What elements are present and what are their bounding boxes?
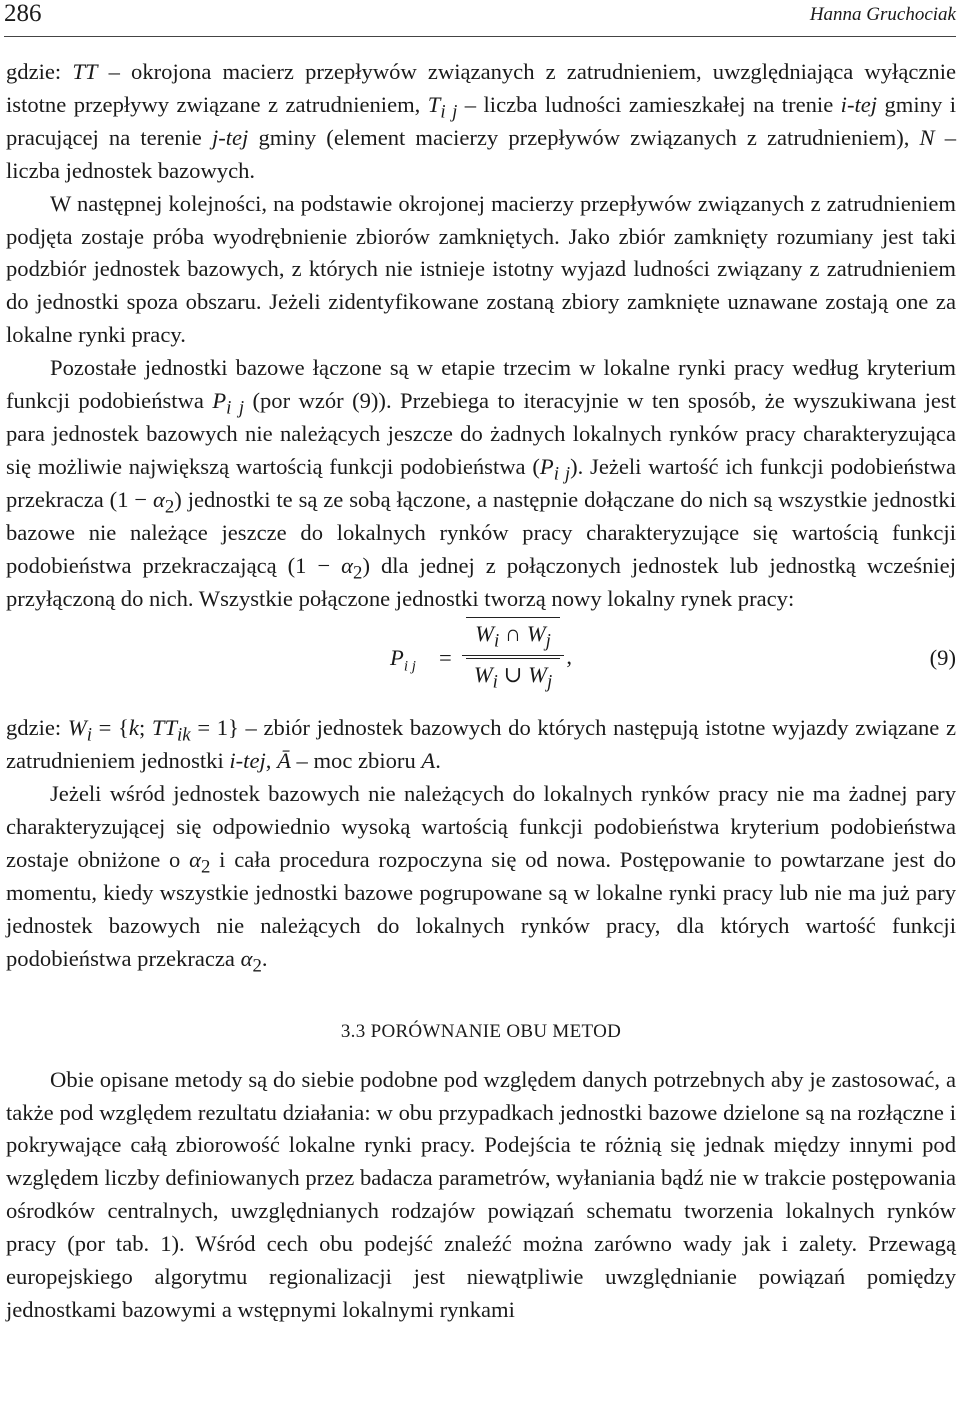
page-header [4,0,956,30]
paragraph-comparison: Obie opisane metody są do siebie podobne pod względem danych potrzebnych aby je zastosować, a także pod względem rezultatu działania: w obu przypadkach jednostki bazowe dzielone są na rozłączne i pokrywające całą zbiorowość lokalne rynki pracy. Podejścia te różnią się jednak między innymi pod względem liczby definiowanych przez badacza parametrów, wyłaniania bądź nie w trakcie postępowania ośrodków centralnych, uwzględnianych rodzajów powiązań schematu tworzenia lokalnych rynków pracy (por tab. 1). Wśród cech obu podejść znaleźć można zarówno wady jak i zalety. Przewagą europejskiego algorytmu regionalizacji jest niewątpliwie uwzględnianie powiązań pomiędzy jednostkami bazowymi a wstępnymi lokalnymi rynkami [6,1066,956,1322]
paragraph-definitions-w: gdzie: $W_i = \{k$; $TT_{ik} = 1$} – zbiór jednostek bazowych do których następują istotne wyjazdy związane z zatrudnieniem jednostki i-tej, Ā – moc zbioru A. [6,715,957,774]
paragraph-definitions-tt: gdzie: TT – okrojona macierz przepływów związanych z zatrudnieniem, uwzględniająca wyłącznie istotne przepływy związane z zatrudnieniem, $T_{i j}$ – liczba ludności zamieszkałej na trenie i-tej gminy i pracującej na terenie j-tej gminy (element macierzy przepływów związanych z zatrudnieniem), N – liczba jednostek bazowych. [6,59,957,183]
page-number: 286 [4,0,42,27]
section-heading: 3.3 PORÓWNANIE OBU METOD [340,1020,622,1042]
body-text [6,56,956,1327]
fraction-numerator: $W_i$ ∩ $W_j$ [462,617,564,651]
running-head-author: Hanna Gruchociak [809,4,956,25]
equation-fraction: $W_i$ ∩ $W_j$ $W_i$ ∪ $W_j$ , [462,617,564,692]
fraction-denominator: $W_i$ ∪ $W_j$ [462,658,564,692]
equation-9 [6,617,956,709]
paragraph-similarity-iteration: Pozostałe jednostki bazowe łączone są w etapie trzecim w lokalne rynki pracy według kryterium funkcji podobieństwa $P_{i j}$ (por wzór (9)). Przebiega to iteracyjnie w ten sposób, że wyszukiwana jest para jednostek bazowych nie należących jeszcze do żadnych lokalnych rynków pracy charakteryzująca się możliwie największą wartością funkcji podobieństwa $(P_{i j})$. Jeżeli wartość ich funkcji podobieństwa przekracza $(1 - \alpha_2)$ jednostki te są ze sobą łączone, a następnie dołączane do nich są wszystkie jednostki bazowe nie należące jeszcze do lokalnych rynków pracy charakteryzujące się wartością funkcji podobieństwa przekraczającą $(1 - \alpha_2)$ dla jednej z połączonych jednostek lub jednostką wcześniej przyłączoną do nich. Wszystkie połączone jednostki tworzą nowy lokalny rynek pracy: [6,355,957,611]
fraction-bar [462,655,564,656]
equation-lhs: $P_{i j}$ [390,645,416,675]
equation-number: (9) [929,645,956,671]
header-rule [4,36,956,37]
paragraph-closed-sets: W następnej kolejności, na podstawie okrojonej macierzy przepływów związanych z zatrudnieniem podjęta zostaje próba wyodrębnienie zbiorów zamkniętych. Jako zbiór zamknięty rozumiany jest taki podzbiór jednostek bazowych, z których nie istnieje istotny wyjazd ludności związany z zatrudnieniem do jednostki spoza obszaru. Jeżeli zidentyfikowane zostaną zbiory zamknięte uznawane zostają one za lokalne rynki pracy. [6,190,956,348]
equation-equals: = [439,645,452,671]
paragraph-criterion-lowering: Jeżeli wśród jednostek bazowych nie należących do lokalnych rynków pracy nie ma żadnej pary charakteryzującej się odpowiednio wysoką wartością funkcji podobieństwa kryterium podobieństwa zostaje obniżone o $\alpha_2$ i cała procedura rozpoczyna się od nowa. Postępowanie to powtarzane jest do momentu, kiedy wszystkie jednostki bazowe pogrupowane są w lokalne rynki pracy lub nie ma już pary jednostek bazowych nie należących do lokalnych rynków pracy, dla których wartość funkcji podobieństwa przekracza $\alpha_2$. [6,781,956,977]
